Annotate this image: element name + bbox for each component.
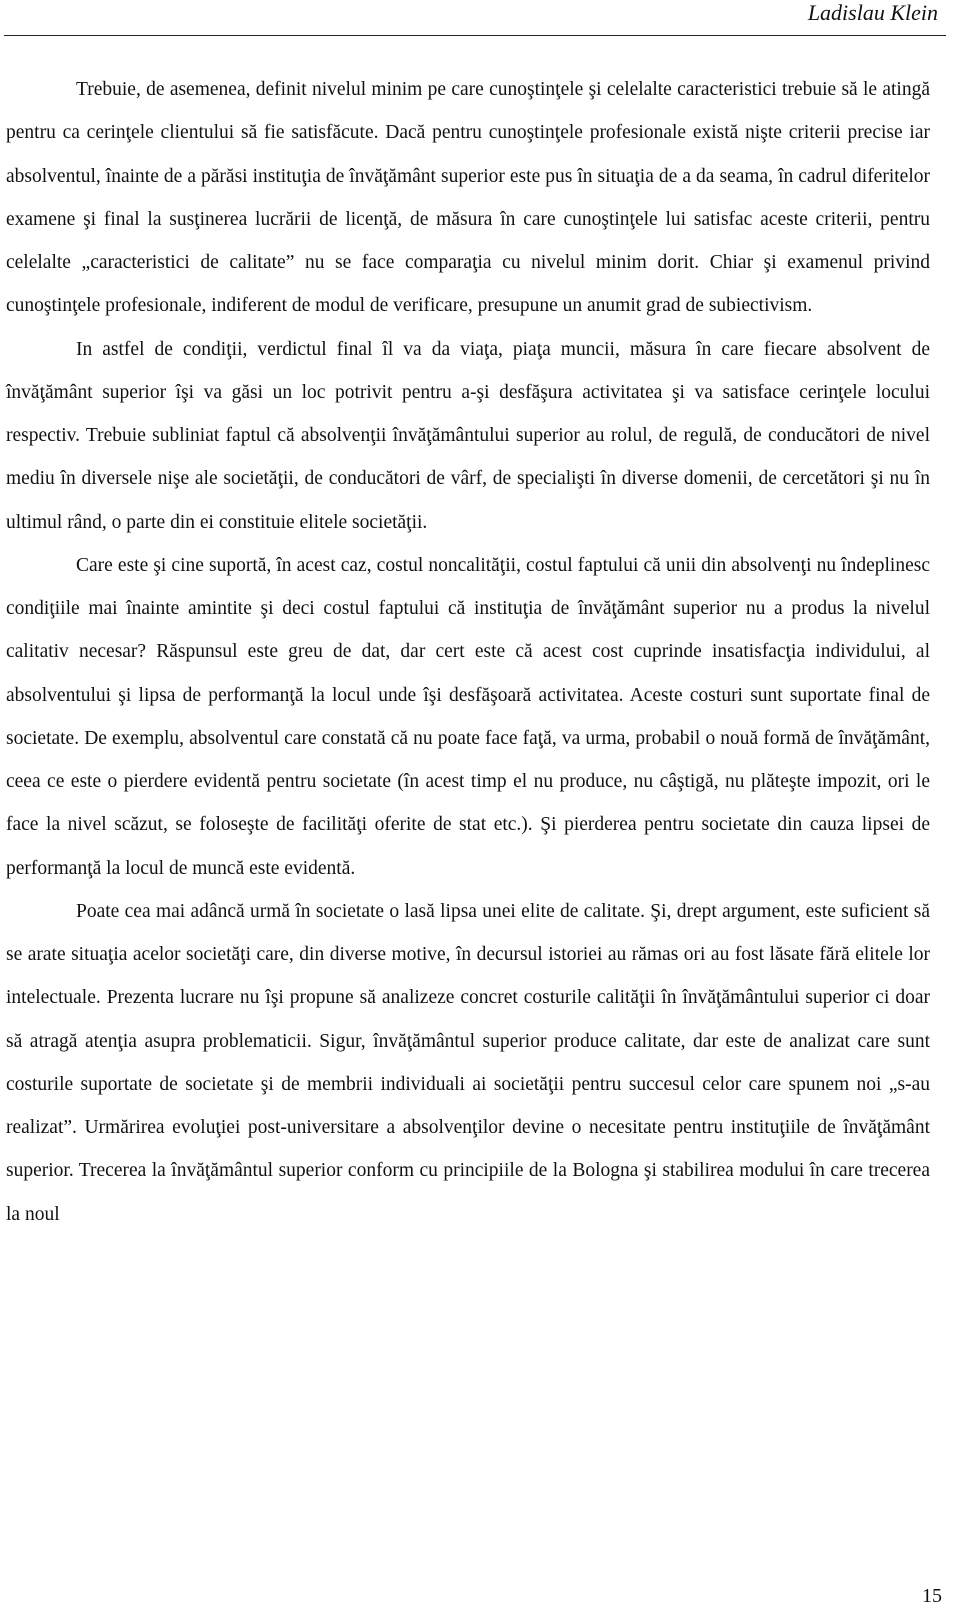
paragraph-3: Care este şi cine suportă, în acest caz, costul noncalităţii, costul faptului că unii din absolvenţi nu îndeplinesc condiţiile mai înainte amintite şi deci costul faptului că instituţia de învăţământ superior nu a produs la nivelul calitativ necesar? Răspunsul este greu de dat, dar cert este că acest cost cuprinde insatisfacţia individului, al absolventului şi lipsa de performanţă la locul unde îşi desfăşoară activitatea. Aceste costuri sunt suportate final de societate. De exemplu, absolventul care constată că nu poate face faţă, va urma, probabil o nouă formă de învăţământ, ceea ce este o pierdere evidentă pentru societate (în acest timp el nu produce, nu câştigă, nu plăteşte impozit, ori le face la nivel scăzut, se foloseşte de facilităţi oferite de stat etc.). Şi pierderea pentru societate din cauza lipsei de performanţă la locul de muncă este evidentă. [6, 554, 930, 879]
paragraph-1: Trebuie, de asemenea, definit nivelul minim pe care cunoştinţele şi celelalte caracteristici trebuie să le atingă pentru ca cerinţele clientului să fie satisfăcute. Dacă pentru cunoştinţele profesionale există nişte criterii precise iar absolventul, înainte de a părăsi instituţia de învăţământ superior este pus în situaţia de a da seama, în cadrul diferitelor examene şi final la susţinerea lucrării de licenţă, de măsura în care cunoştinţele lui satisfac aceste criterii, pentru celelalte „caracteristici de calitate” nu se face comparaţia cu nivelul minim dorit. Chiar şi examenul privind cunoştinţele profesionale, indiferent de modul de verificare, presupune un anumit grad de subiectivism. [6, 79, 930, 317]
body-text [6, 68, 930, 1236]
running-header-author: Ladislau Klein [807, 0, 938, 25]
page-number: 15 [922, 1585, 942, 1607]
paragraph-2: In astfel de condiţii, verdictul final îl va da viaţa, piaţa muncii, măsura în care fiecare absolvent de învăţământ superior îşi va găsi un loc potrivit pentru a-şi desfăşura activitatea şi va satisface cerinţele locului respectiv. Trebuie subliniat faptul că absolvenţii învăţământului superior au rolul, de regulă, de conducători de nivel mediu în diversele nişe ale societăţii, de conducători de vârf, de specialişti în diverse domenii, de cercetători şi nu în ultimul rând, o parte din ei constituie elitele societăţii. [6, 338, 930, 533]
paragraph-4: Poate cea mai adâncă urmă în societate o lasă lipsa unei elite de calitate. Şi, drept argument, este suficient să se arate situaţia acelor societăţi care, din diverse motive, în decursul istoriei au rămas ori au fost lăsate fără elitele lor intelectuale. Prezenta lucrare nu îşi propune să analizeze concret costurile calităţii în învăţământului superior ci doar să atragă atenţia asupra problematicii. Sigur, învăţământul superior produce calitate, dar este de analizat care sunt costurile suportate de societate şi de membrii individuali ai societăţii pentru succesul celor care spunem noi „s-au realizat”. Urmărirea evoluţiei post-universitare a absolvenţilor devine o necesitate pentru instituţiile de învăţământ superior. Trecerea la învăţământul superior conform cu principiile de la Bologna şi stabilirea modului în care trecerea la noul [6, 900, 930, 1225]
header-rule [4, 35, 946, 36]
